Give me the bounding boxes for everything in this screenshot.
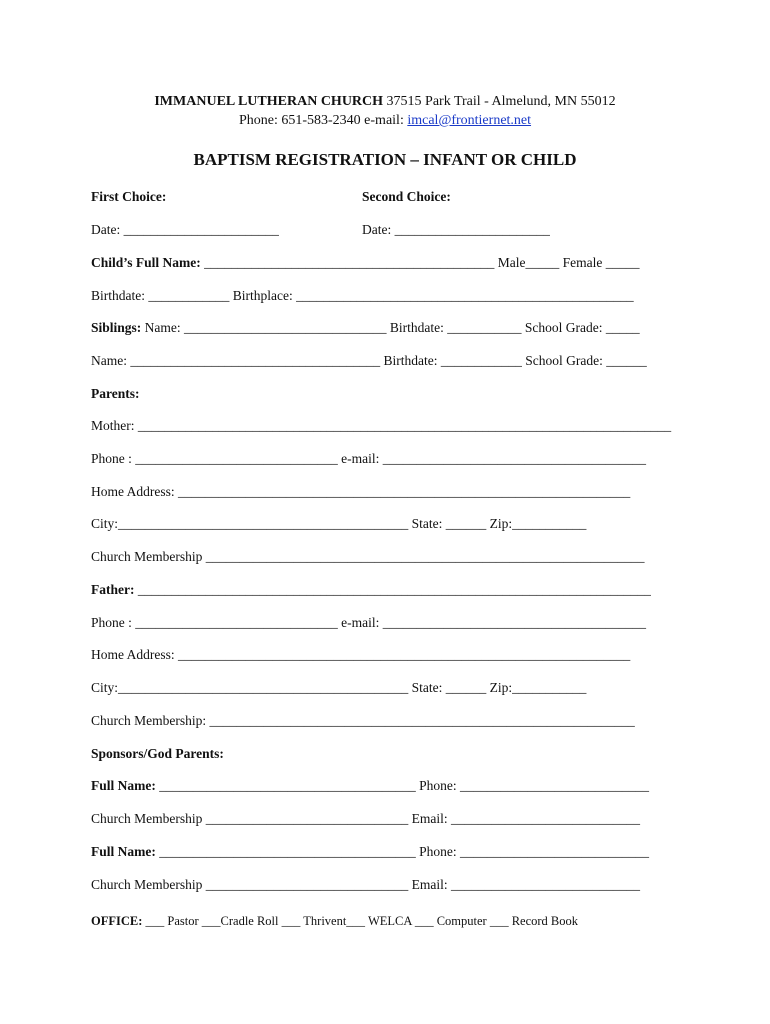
father-church-field[interactable]: Church Membership: _______________________________________________________________ [91, 713, 635, 728]
choices-row [91, 189, 750, 205]
child-name-field[interactable]: ___________________________________________ Male_____ Female _____ [200, 255, 640, 270]
first-choice-label: First Choice: [91, 189, 167, 204]
mother-church-field[interactable]: Church Membership _________________________________________________________________ [91, 549, 645, 564]
sponsor-2-church-field[interactable]: Church Membership ______________________________ Email: ____________________________ [91, 877, 640, 892]
second-choice-date[interactable]: Date: _______________________ [362, 222, 550, 237]
church-email-link[interactable]: imcal@frontiernet.net [407, 113, 532, 128]
sibling-1-fields[interactable]: Name: ______________________________ Birthdate: ___________ School Grade: _____ [141, 320, 640, 335]
child-name-row[interactable] [91, 255, 750, 271]
office-row[interactable] [91, 913, 750, 929]
father-name-field[interactable]: ____________________________________________________________________________ [134, 582, 651, 597]
second-choice-label: Second Choice: [362, 189, 451, 204]
sponsor-2-name-field[interactable]: ______________________________________ Phone: ____________________________ [155, 844, 650, 859]
mother-name-field[interactable]: Mother: _______________________________________________________________________________ [91, 418, 672, 433]
father-name-row[interactable] [91, 582, 750, 598]
church-name: IMMANUEL LUTHERAN CHURCH [154, 94, 384, 109]
father-city-field[interactable]: City:___________________________________________ State: ______ Zip:___________ [91, 680, 587, 695]
office-label: OFFICE: [91, 914, 143, 928]
sponsor-2-name-row[interactable] [91, 844, 750, 860]
child-name-label: Child’s Full Name: [91, 255, 201, 270]
mother-city-field[interactable]: City:___________________________________________ State: ______ Zip:___________ [91, 516, 587, 531]
choice-dates-row [91, 222, 750, 238]
sibling-row-2[interactable]: Name: _____________________________________ Birthdate: ____________ School Grade: ______ [91, 353, 647, 368]
sibling-row-1[interactable] [91, 320, 750, 336]
sponsors-label: Sponsors/God Parents: [91, 746, 224, 761]
sponsor-1-name-label: Full Name: [91, 778, 156, 793]
office-checklist[interactable]: ___ Pastor ___Cradle Roll ___ Thrivent___ WELCA ___ Computer ___ Record Book [142, 914, 579, 928]
siblings-label: Siblings: [91, 320, 142, 335]
sponsor-1-name-field[interactable]: ______________________________________ Phone: ____________________________ [155, 778, 650, 793]
first-choice-date[interactable]: Date: _______________________ [91, 222, 279, 237]
mother-address-field[interactable]: Home Address: ___________________________________________________________________ [91, 484, 631, 499]
father-phone-email-field[interactable]: Phone : ______________________________ e-mail: _______________________________________ [91, 615, 646, 630]
page-title: BAPTISM REGISTRATION – INFANT OR CHILD [193, 150, 577, 169]
father-address-field[interactable]: Home Address: ___________________________________________________________________ [91, 647, 631, 662]
parents-label: Parents: [91, 386, 140, 401]
sponsor-2-name-label: Full Name: [91, 844, 156, 859]
header-contact-line [0, 113, 770, 129]
child-birth-row[interactable]: Birthdate: ____________ Birthplace: __________________________________________________ [91, 288, 634, 303]
church-address: 37515 Park Trail - Almelund, MN 55012 [383, 94, 616, 109]
church-phone: Phone: 651-583-2340 e-mail: [238, 113, 408, 128]
sponsor-1-name-row[interactable] [91, 778, 750, 794]
mother-phone-email-field[interactable]: Phone : ______________________________ e-mail: _______________________________________ [91, 451, 646, 466]
header-church-line [0, 94, 770, 110]
sponsor-1-church-field[interactable]: Church Membership ______________________________ Email: ____________________________ [91, 811, 640, 826]
father-label: Father: [91, 582, 135, 597]
